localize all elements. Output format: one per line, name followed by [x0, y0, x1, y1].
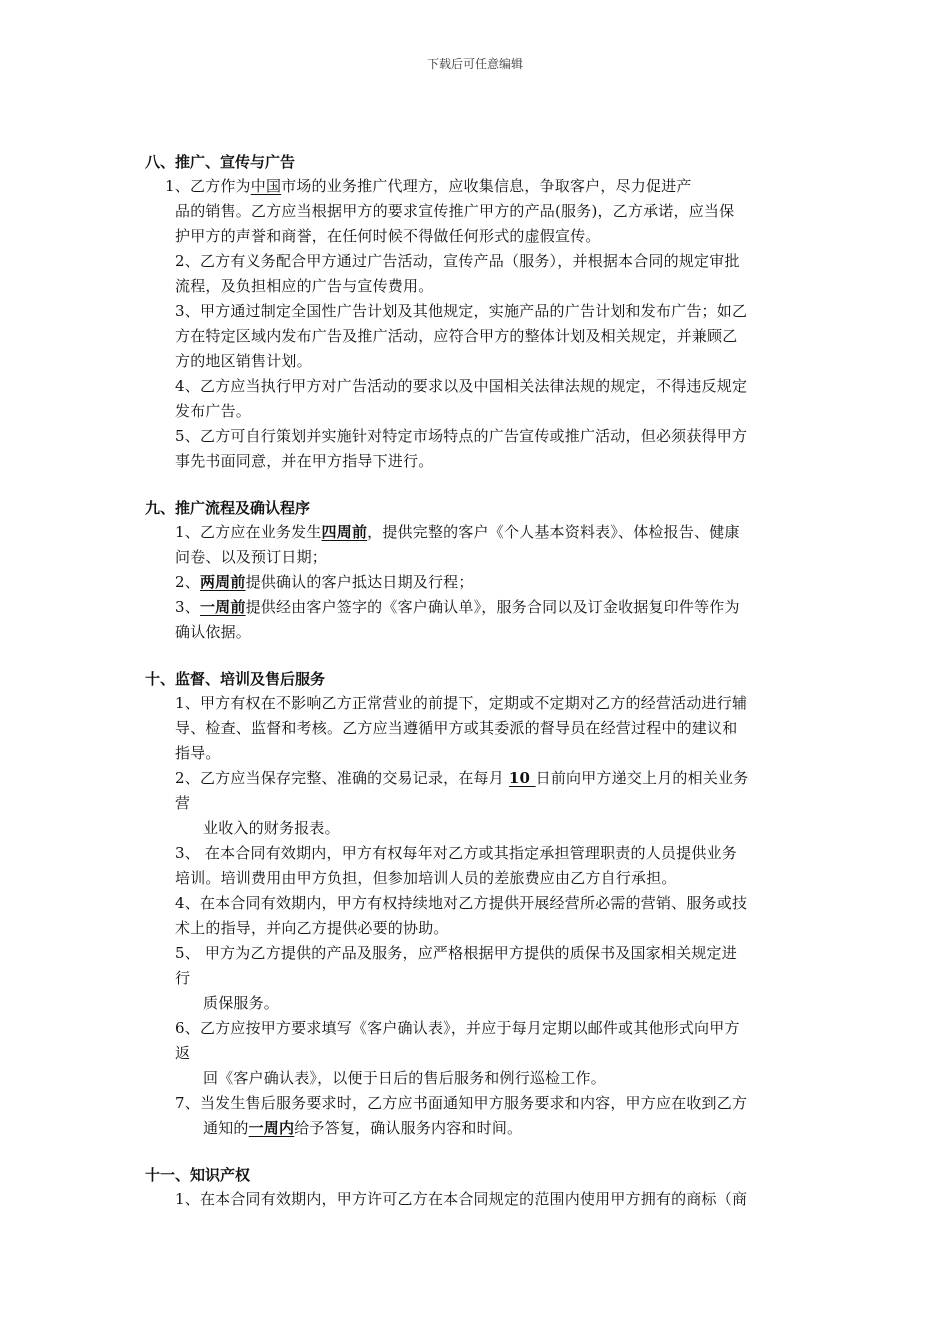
s10-p2-line1: 2、乙方应当保存完整、准确的交易记录，在每月 10 日前向甲方递交上月的相关业务: [175, 769, 749, 787]
s8-p2-line1: 2、乙方有义务配合甲方通过广告活动，宣传产品（服务），并根据本合同的规定审批: [175, 252, 740, 270]
within-one-week-underlined: 一周内: [248, 1119, 295, 1137]
s10-p4-line1: 4、在本合同有效期内，甲方有权持续地对乙方提供开展经营所必需的营销、服务或技: [175, 894, 748, 912]
s10-p5-line2: 行: [175, 969, 191, 987]
s8-p5-line1: 5、乙方可自行策划并实施针对特定市场特点的广告宣传或推广活动，但必须获得甲方: [175, 427, 748, 445]
s10-p1-line1: 1、甲方有权在不影响乙方正常营业的前提下，定期或不定期对乙方的经营活动进行辅: [175, 694, 748, 712]
s10-p2-line2: 营: [175, 794, 191, 812]
four-weeks-underlined: 四周前: [321, 523, 368, 541]
s8-p1-line3: 护甲方的声誉和商誉，在任何时候不得做任何形式的虚假宣传。: [175, 227, 601, 245]
s10-p6-line2: 返: [175, 1044, 191, 1062]
s8-p4-line1: 4、乙方应当执行甲方对广告活动的要求以及中国相关法律法规的规定，不得违反规定: [175, 377, 748, 395]
s10-p5-line1: 5、 甲方为乙方提供的产品及服务，应严格根据甲方提供的质保书及国家相关规定进: [175, 944, 737, 962]
s8-p1-line2: 品的销售。乙方应当根据甲方的要求宣传推广甲方的产品(服务)，乙方承诺，应当保: [175, 202, 735, 220]
one-week-underlined: 一周前: [199, 598, 246, 616]
s11-p1-line1: 1、在本合同有效期内，甲方许可乙方在本合同规定的范围内使用甲方拥有的商标（商: [175, 1190, 748, 1208]
s8-p1-line1: 1、乙方作为中国市场的业务推广代理方，应收集信息，争取客户，尽力促进产: [165, 177, 692, 195]
s10-p3-line2: 培训。培训费用由甲方负担，但参加培训人员的差旅费应由乙方自行承担。: [175, 869, 677, 887]
s10-p5-line3: 质保服务。: [203, 994, 280, 1012]
s10-p4-line2: 术上的指导，并向乙方提供必要的协助。: [175, 919, 449, 937]
s10-p6-line3: 回《客户确认表》，以便于日后的售后服务和例行巡检工作。: [203, 1069, 606, 1087]
s8-p5-line2: 事先书面同意，并在甲方指导下进行。: [175, 452, 434, 470]
s10-p6-line1: 6、乙方应按甲方要求填写《客户确认表》，并应于每月定期以邮件或其他形式向甲方: [175, 1019, 740, 1037]
s8-p3-line2: 方在特定区域内发布广告及推广活动，应符合甲方的整体计划及相关规定，并兼顾乙: [175, 327, 738, 345]
section-9-title: 九、推广流程及确认程序: [145, 499, 311, 517]
s8-p2-line2: 流程，及负担相应的广告与宣传费用。: [175, 277, 434, 295]
s10-p7-line2: 通知的一周内给予答复，确认服务内容和时间。: [203, 1119, 523, 1137]
s8-p4-line2: 发布广告。: [175, 402, 252, 420]
s9-p3-line1: 3、一周前提供经由客户签字的《客户确认单》，服务合同以及订金收据复印件等作为: [175, 598, 740, 616]
s9-p3-line2: 确认依据。: [175, 623, 252, 641]
s10-p3-line1: 3、 在本合同有效期内，甲方有权每年对乙方或其指定承担管理职责的人员提供业务: [175, 844, 737, 862]
day-10-underlined: 10: [508, 769, 536, 787]
section-10-title: 十、监督、培训及售后服务: [145, 670, 326, 688]
china-underlined-text: 中国: [250, 177, 282, 195]
s9-p2-line1: 2、两周前提供确认的客户抵达日期及行程；: [175, 573, 474, 591]
s8-p3-line3: 方的地区销售计划。: [175, 352, 312, 370]
two-weeks-underlined: 两周前: [199, 573, 246, 591]
document-body: [145, 150, 815, 1212]
s10-p1-line3: 指导。: [175, 744, 221, 762]
s10-p2-line3: 业收入的财务报表。: [203, 819, 340, 837]
s9-p1-line1: 1、乙方应在业务发生四周前，提供完整的客户《个人基本资料表》、体检报告、健康: [175, 523, 740, 541]
s10-p7-line1: 7、当发生售后服务要求时，乙方应书面通知甲方服务要求和内容，甲方应在收到乙方: [175, 1094, 748, 1112]
s9-p1-line2: 问卷、以及预订日期；: [175, 548, 328, 566]
s10-p1-line2: 导、检查、监督和考核。乙方应当遵循甲方或其委派的督导员在经营过程中的建议和: [175, 719, 738, 737]
page-header: 下载后可任意编辑: [426, 57, 523, 71]
s8-p3-line1: 3、甲方通过制定全国性广告计划及其他规定，实施产品的广告计划和发布广告；如乙: [175, 302, 748, 320]
section-8-title: 八、推广、宣传与广告: [145, 153, 296, 171]
section-11-title: 十一、知识产权: [145, 1166, 251, 1184]
